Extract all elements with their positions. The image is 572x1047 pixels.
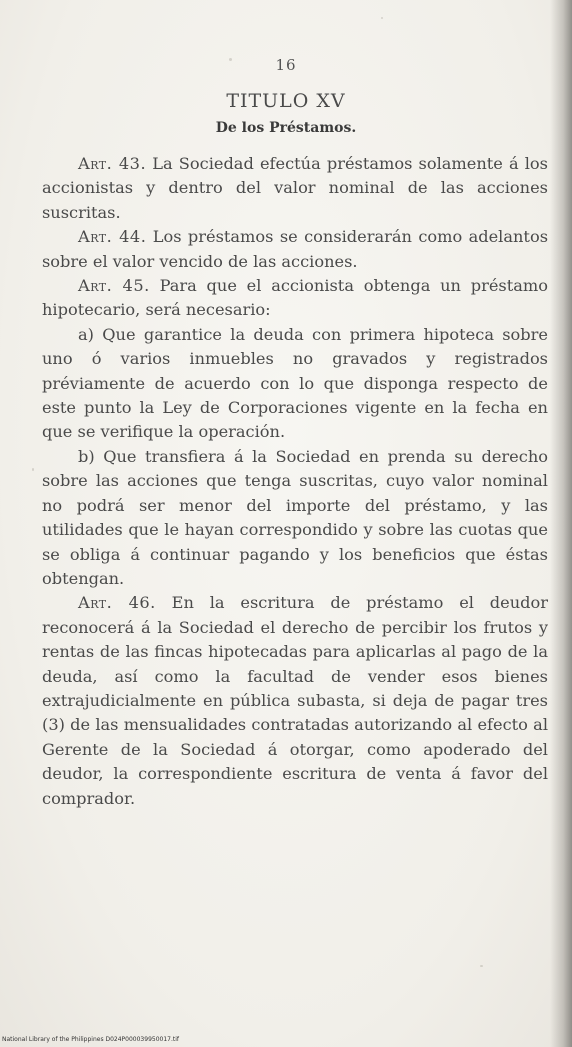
article-46 (42, 591, 548, 811)
article-label: Art. 45. (78, 276, 150, 296)
page-number: 16 (275, 56, 297, 74)
article-label: Art. 43. (78, 154, 147, 173)
article-43 (42, 152, 548, 225)
clause-text: Que transfiera á la Sociedad en prenda su derecho sobre las acciones que tenga suscritas, cuyo valor nominal no podrá ser menor del importe del préstamo, y las utilidades que le hayan correspondido y sobre las cuotas que se obliga á continuar pagando y los beneficios que éstas obtengan. (42, 446, 548, 588)
article-45 (42, 274, 548, 323)
article-label: Art. 46. (78, 593, 156, 613)
clause-text: Que garantice la deuda con primera hipoteca sobre uno ó varios inmuebles no gravados y registrados préviamente de acuerdo con lo que disponga respecto de este punto la Ley de Corporaciones vigente en la fecha en que se verifique la operación. (42, 324, 548, 442)
section-title: TITULO XV (226, 90, 346, 112)
scan-footer: National Library of the Philippines D024P000039950017.tif (2, 1036, 180, 1043)
article-text: La Sociedad efectúa préstamos solamente á los accionistas y dentro del valor nominal de las acciones suscritas. (42, 154, 548, 222)
article-text: Los préstamos se considerarán como adelantos sobre el valor vencido de las acciones. (42, 227, 548, 271)
section-subtitle: De los Préstamos. (215, 120, 357, 136)
scan-speck (32, 468, 34, 471)
article-text: En la escritura de préstamo el deudor reconocerá á la Sociedad el derecho de percibir los frutos y rentas de las fincas hipotecadas para aplicarlas al pago de la deuda, así como la facultad de vender esos bienes extrajudicialmente en pública subasta, si deja de pagar tres (3) de las mensualidades contratadas autorizando al efecto al Gerente de la Sociedad á otorgar, como apoderado del deudor, la correspondiente escritura de venta á favor del comprador. (42, 593, 548, 808)
article-text: Para que el accionista obtenga un préstamo hipotecario, será necesario: (42, 276, 548, 320)
clause-a (42, 323, 548, 445)
scan-speck (480, 965, 483, 967)
scan-speck (381, 17, 383, 19)
article-44 (42, 225, 548, 274)
clause-label: b) (78, 446, 95, 466)
clause-b (42, 445, 548, 591)
page-edge-shadow (550, 0, 572, 1047)
body-text (42, 152, 548, 811)
article-label: Art. 44. (78, 227, 147, 247)
clause-label: a) (78, 324, 94, 344)
